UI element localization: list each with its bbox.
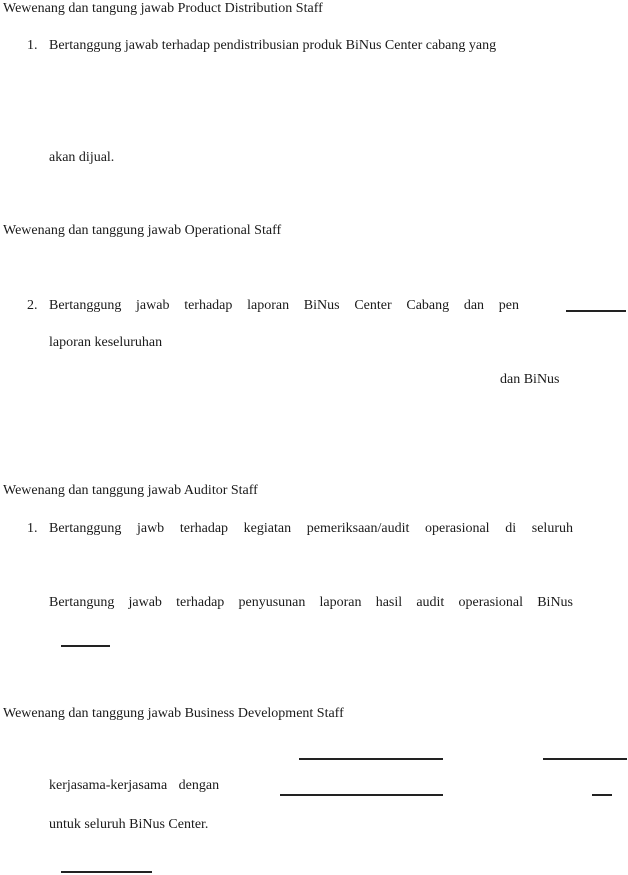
redaction-line: [61, 645, 110, 647]
list-item-text-continued: Bertangung jawab terhadap penyusunan laporan hasil audit operasional BiNus: [49, 595, 573, 610]
redaction-line: [280, 794, 443, 796]
list-item-text: Bertanggung jawb terhadap kegiatan pemeriksaan/audit operasional di seluruh: [49, 521, 573, 536]
redaction-line: [592, 794, 612, 796]
list-item-text: Bertanggung jawab terhadap pendistribusian produk BiNus Center cabang yang: [49, 38, 497, 53]
list-item-number: 1.: [27, 521, 38, 536]
section-heading-auditor: Wewenang dan tanggung jawab Auditor Staff: [3, 483, 258, 498]
list-item-text-fragment: dan BiNus: [500, 372, 560, 387]
section-heading-business-development: Wewenang dan tanggung jawab Business Development Staff: [3, 706, 344, 721]
list-item-text-continued: akan dijual.: [49, 150, 115, 165]
list-item-number: 1.: [27, 38, 38, 53]
list-item-number: 2.: [27, 298, 38, 313]
list-item-text-continued: laporan keseluruhan: [49, 335, 163, 350]
section-heading-operational: Wewenang dan tanggung jawab Operational Staff: [3, 223, 282, 238]
redaction-line: [543, 758, 627, 760]
redaction-line: [299, 758, 443, 760]
section-heading-product-distribution: Wewenang dan tangung jawab Product Distribution Staff: [3, 1, 323, 16]
list-item-text: Bertanggung jawab terhadap laporan BiNus Center Cabang dan pen: [49, 298, 519, 313]
redaction-line: [566, 310, 626, 312]
list-item-text: kerjasama-kerjasama dengan: [49, 778, 220, 793]
redaction-line: [61, 871, 152, 873]
list-item-text-continued: untuk seluruh BiNus Center.: [49, 817, 209, 832]
